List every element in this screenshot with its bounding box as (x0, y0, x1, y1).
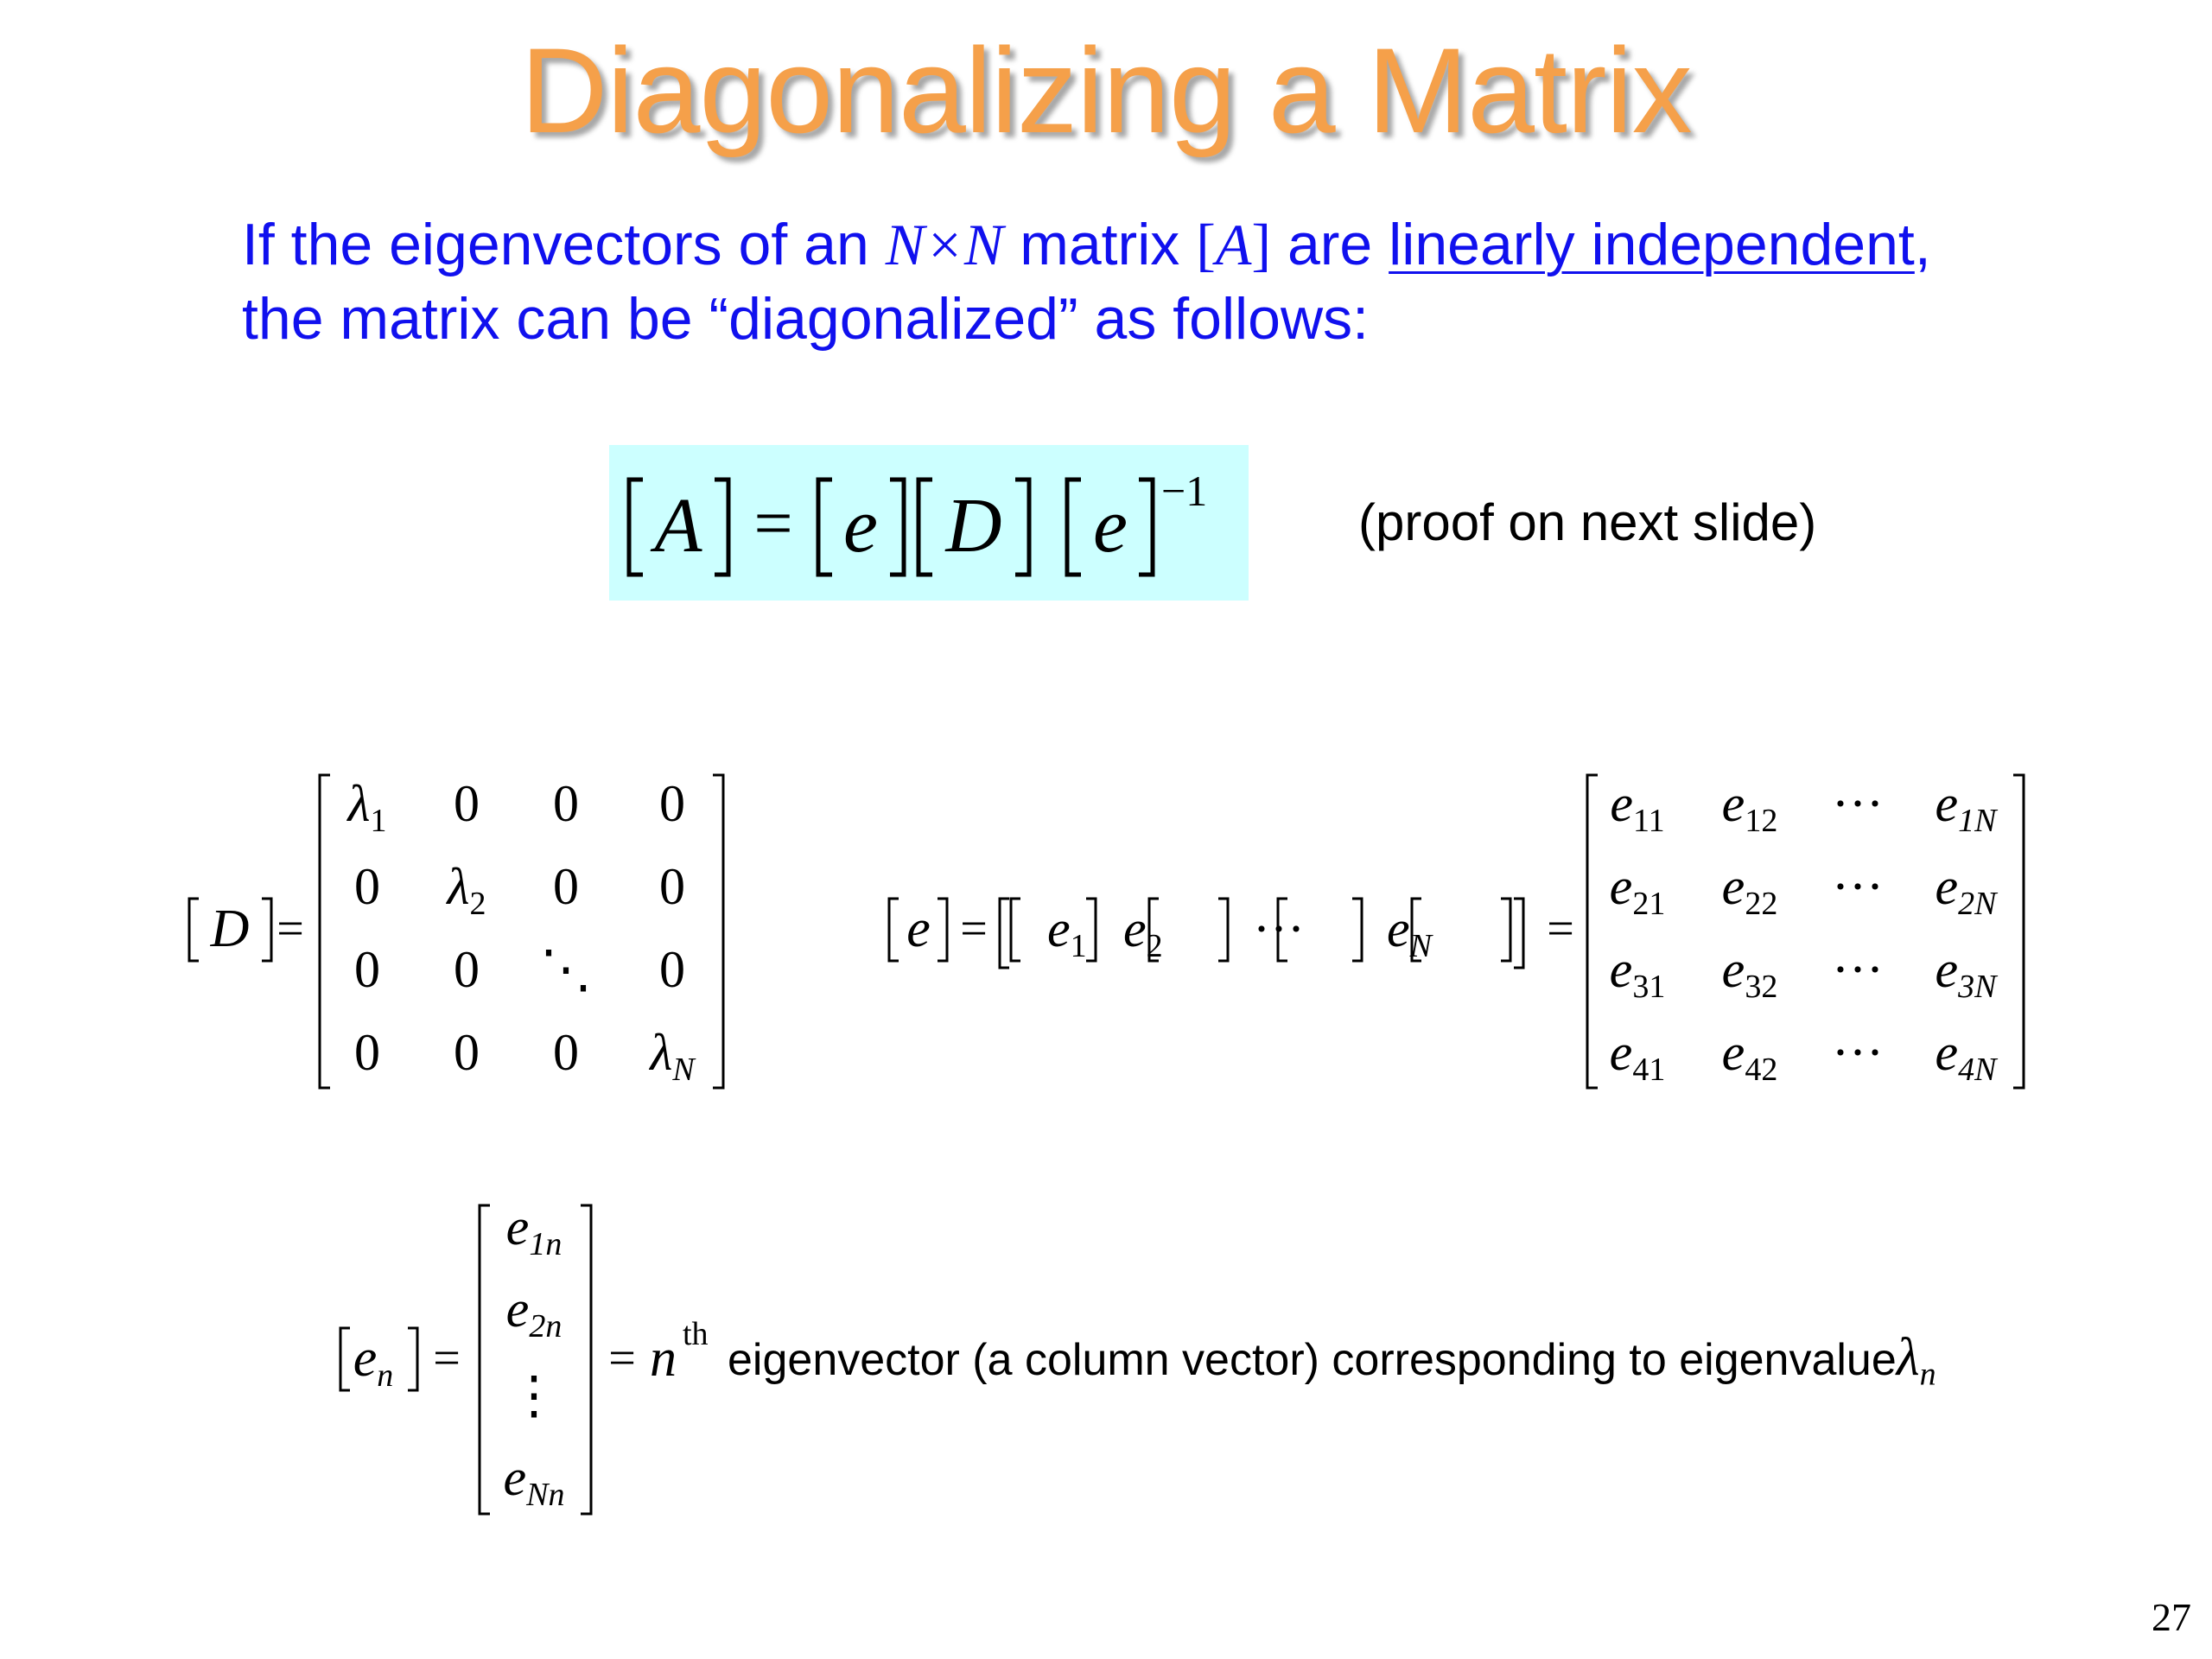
main-eq-e-2: e (1093, 483, 1128, 569)
main-eq-A: A (654, 483, 702, 569)
d-matrix-cell: $\lambda_N$ (650, 1024, 695, 1088)
en-vector (504, 1198, 565, 1513)
en-rhs-th: th (683, 1316, 709, 1352)
d-equals: = (276, 902, 304, 956)
eigenvector-description (728, 1327, 1936, 1393)
d-matrix-cell: 0 (354, 941, 380, 998)
en-rhs-equals: = (608, 1332, 636, 1385)
proof-note: (proof on next slide) (1358, 493, 1817, 551)
page-number: 27 (2152, 1595, 2191, 1639)
intro-line-2: the matrix can be “diagonalized” as follows: (242, 286, 1369, 352)
d-matrix-cell: 0 (454, 775, 480, 832)
e-lhs: e (906, 899, 931, 958)
e-column-item: $e_N$ (1387, 900, 1432, 964)
en-rhs-n: n (650, 1329, 677, 1388)
e-column-item: $e_2$ (1123, 900, 1163, 964)
e-column-item: $e_1$ (1047, 900, 1087, 964)
en-bracket-right (581, 1205, 591, 1514)
bracket-left (818, 480, 832, 575)
main-eq-D: D (945, 483, 1002, 569)
d-matrix-cell: $\lambda_2$ (447, 858, 486, 922)
e-matrix-cell: $e_{12}$ (1721, 775, 1778, 839)
d-matrix-cell: 0 (454, 1024, 480, 1081)
e-matrix-cell: $e_{32}$ (1721, 941, 1778, 1005)
en-equals: = (433, 1332, 461, 1385)
e-equals-2: = (1547, 902, 1574, 956)
e-matrix-cell: $e_{21}$ (1609, 858, 1666, 922)
d-matrix-cell: 0 (354, 858, 380, 915)
intro-text-c: are (1271, 212, 1389, 277)
e-matrix-cell: $e_{2N}$ (1935, 858, 1997, 922)
bracket-left (918, 480, 932, 575)
matrix-a-math: [A] (1196, 212, 1272, 277)
e-matrix-cell: $e_{3N}$ (1935, 941, 1997, 1005)
d-matrix-cell: 0 (454, 941, 480, 998)
d-matrix-cell: 0 (659, 775, 685, 832)
linearly-independent-link[interactable]: linearly independent (1389, 212, 1915, 277)
e-matrix-cell: $e_{42}$ (1721, 1024, 1778, 1088)
d-matrix-bracket-right (713, 775, 723, 1088)
e-matrix-cell: $e_{4N}$ (1935, 1024, 1997, 1088)
bracket-right (1139, 480, 1153, 575)
intro-text-a: If the eigenvectors of an (242, 212, 886, 277)
bracket-right (1015, 480, 1029, 575)
d-matrix-cell: 0 (659, 858, 685, 915)
e-matrix-bracket-left (1587, 775, 1598, 1088)
en-lhs: en (353, 1329, 394, 1394)
lambda-symbol: λ (1896, 1328, 1920, 1387)
nxn-math: N×N (885, 212, 1004, 277)
d-matrix (346, 775, 697, 1088)
slide-title: Diagonalizing a Matrix (520, 22, 1692, 158)
d-matrix-cell: 0 (553, 1024, 579, 1081)
e-matrix-cell: ··· (1832, 775, 1884, 832)
d-matrix-cell: 0 (659, 941, 685, 998)
d-matrix-cell: 0 (553, 775, 579, 832)
bracket-right (890, 480, 904, 575)
en-bracket-left (480, 1205, 490, 1514)
bracket-left (1067, 480, 1081, 575)
d-matrix-bracket-left (320, 775, 330, 1088)
e-columns (1047, 900, 1434, 964)
en-vector-cell: $e_{Nn}$ (503, 1449, 565, 1513)
intro-text-d: , (1914, 212, 1931, 277)
e-column-item: ··· (1253, 900, 1305, 957)
intro-text-b: matrix (1003, 212, 1197, 277)
e-matrix-cell: $e_{31}$ (1609, 941, 1666, 1005)
e-matrix-cell: $e_{1N}$ (1935, 775, 1997, 839)
main-eq-e: e (843, 483, 878, 569)
e-matrix-cell: $e_{22}$ (1721, 858, 1778, 922)
e-matrix-cell: $e_{41}$ (1609, 1024, 1666, 1088)
main-eq-inverse-exp: −1 (1161, 467, 1208, 515)
d-matrix-cell: ⋱ (540, 941, 592, 998)
e-matrix-cell: ··· (1832, 941, 1884, 998)
e-matrix-cell: ··· (1832, 1024, 1884, 1081)
main-eq-equals: = (753, 486, 793, 562)
e-matrix-cell: $e_{11}$ (1610, 775, 1665, 839)
bracket-left (629, 480, 643, 575)
bracket-right (715, 480, 728, 575)
d-matrix-cell: $\lambda_1$ (347, 775, 387, 839)
en-vector-cell: $e_{2n}$ (505, 1281, 563, 1344)
e-equals: = (960, 902, 988, 956)
e-matrix-cell: ··· (1832, 858, 1884, 915)
d-lhs: D (210, 899, 250, 958)
d-matrix-cell: 0 (553, 858, 579, 915)
e-matrix (1610, 775, 1999, 1088)
lambda-subscript: n (1919, 1356, 1936, 1393)
description-text: eigenvector (a column vector) corresponding to eigenvalue (728, 1335, 1897, 1385)
en-vector-cell: $e_{1n}$ (505, 1198, 563, 1262)
main-equation (629, 480, 1153, 575)
d-matrix-cell: 0 (354, 1024, 380, 1081)
e-matrix-bracket-right (2013, 775, 2024, 1088)
en-vector-cell: ⋮ (508, 1367, 560, 1424)
